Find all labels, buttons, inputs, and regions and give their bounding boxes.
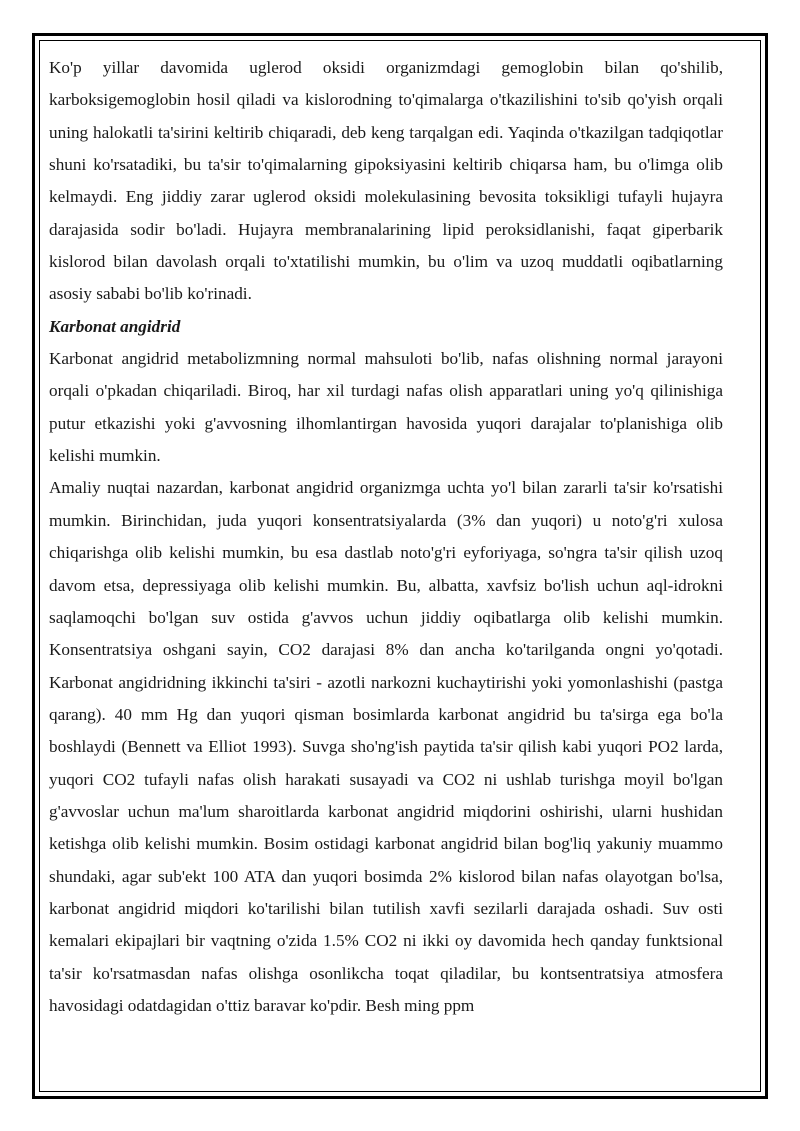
section-heading-carbon-dioxide: Karbonat angidrid (49, 316, 181, 336)
paragraph-co-toxicity: Ko'p yillar davomida uglerod oksidi organizmdagi gemoglobin bilan qo'shilib, karboksigemoglobin hosil qiladi va kislorodning to'qimalarga o'tkazilishini to'sib qo'yish orqali uning halokatli ta'sirini keltirib chiqaradi, deb keng tarqalgan edi. Yaqinda o'tkazilgan tadqiqotlar shuni ko'rsatadiki, bu ta'sir to'qimalarning gipoksiyasini keltirib chiqarsa ham, bu o'limga olib kelmaydi. Eng jiddiy zarar uglerod oksidi molekulasining bevosita toksikligi tufayli hujayra darajasida sodir bo'ladi. Hujayra membranalarining lipid peroksidlanishi, faqat giperbarik kislorod bilan davolash orqali to'xtatilishi mumkin, bu o'lim va uzoq muddatli oqibatlarning asosiy sababi bo'lib ko'rinadi. (49, 58, 723, 304)
document-body (49, 52, 723, 1022)
paragraph-co2-metabolism: Karbonat angidrid metabolizmning normal mahsuloti bo'lib, nafas olishning normal jarayoni orqali o'pkadan chiqariladi. Biroq, har xil turdagi nafas olish apparatlari uning yo'q qilinishiga putur etkazishi yoki g'avvosning ilhomlantirgan havosida yuqori darajalar to'planishiga olib kelishi mumkin. (49, 349, 723, 466)
paragraph-co2-effects: Amaliy nuqtai nazardan, karbonat angidrid organizmga uchta yo'l bilan zararli ta'sir ko'rsatishi mumkin. Birinchidan, juda yuqori konsentratsiyalarda (3% dan yuqori) u noto'g'ri xulosa chiqarishga olib kelishi mumkin, bu esa dastlab noto'g'ri eyforiyaga, so'ngra ta'sir qilish uzoq davom etsa, depressiyaga olib kelishi mumkin. Bu, albatta, xavfsiz bo'lish uchun aql-idrokni saqlamoqchi bo'lgan suv ostida g'avvos uchun jiddiy oqibatlarga olib kelishi mumkin. Konsentratsiya oshgani sayin, CO2 darajasi 8% dan ancha ko'tarilganda ongni yo'qotadi. Karbonat angidridning ikkinchi ta'siri - azotli narkozni kuchaytirishi yoki yomonlashishi (pastga qarang). 40 mm Hg dan yuqori qisman bosimlarda karbonat angidrid bu ta'sirga ega bo'la boshlaydi (Bennett va Elliot 1993). Suvga sho'ng'ish paytida ta'sir qilish kabi yuqori PO2 larda, yuqori CO2 tufayli nafas olish harakati susayadi va CO2 ni ushlab turishga moyil bo'lgan g'avvoslar uchun ma'lum sharoitlarda karbonat angidrid miqdorini oshirishi, ularni hushidan ketishga olib kelishi mumkin. Bosim ostidagi karbonat angidrid bilan bog'liq yakuniy muammo shundaki, agar sub'ekt 100 ATA dan yuqori bosimda 2% kislorod bilan nafas olayotgan bo'lsa, karbonat angidrid miqdori ko'tarilishi bilan tutilish xavfi sezilarli darajada oshadi. Suv osti kemalari ekipajlari bir vaqtning o'zida 1.5% CO2 ni ikki oy davomida hech qanday funktsional ta'sir ko'rsatmasdan nafas olishga osonlikcha toqat qiladilar, bu kontsentratsiya atmosfera havosidagi odatdagidan o'ttiz baravar ko'pdir. Besh ming ppm (49, 478, 723, 1015)
